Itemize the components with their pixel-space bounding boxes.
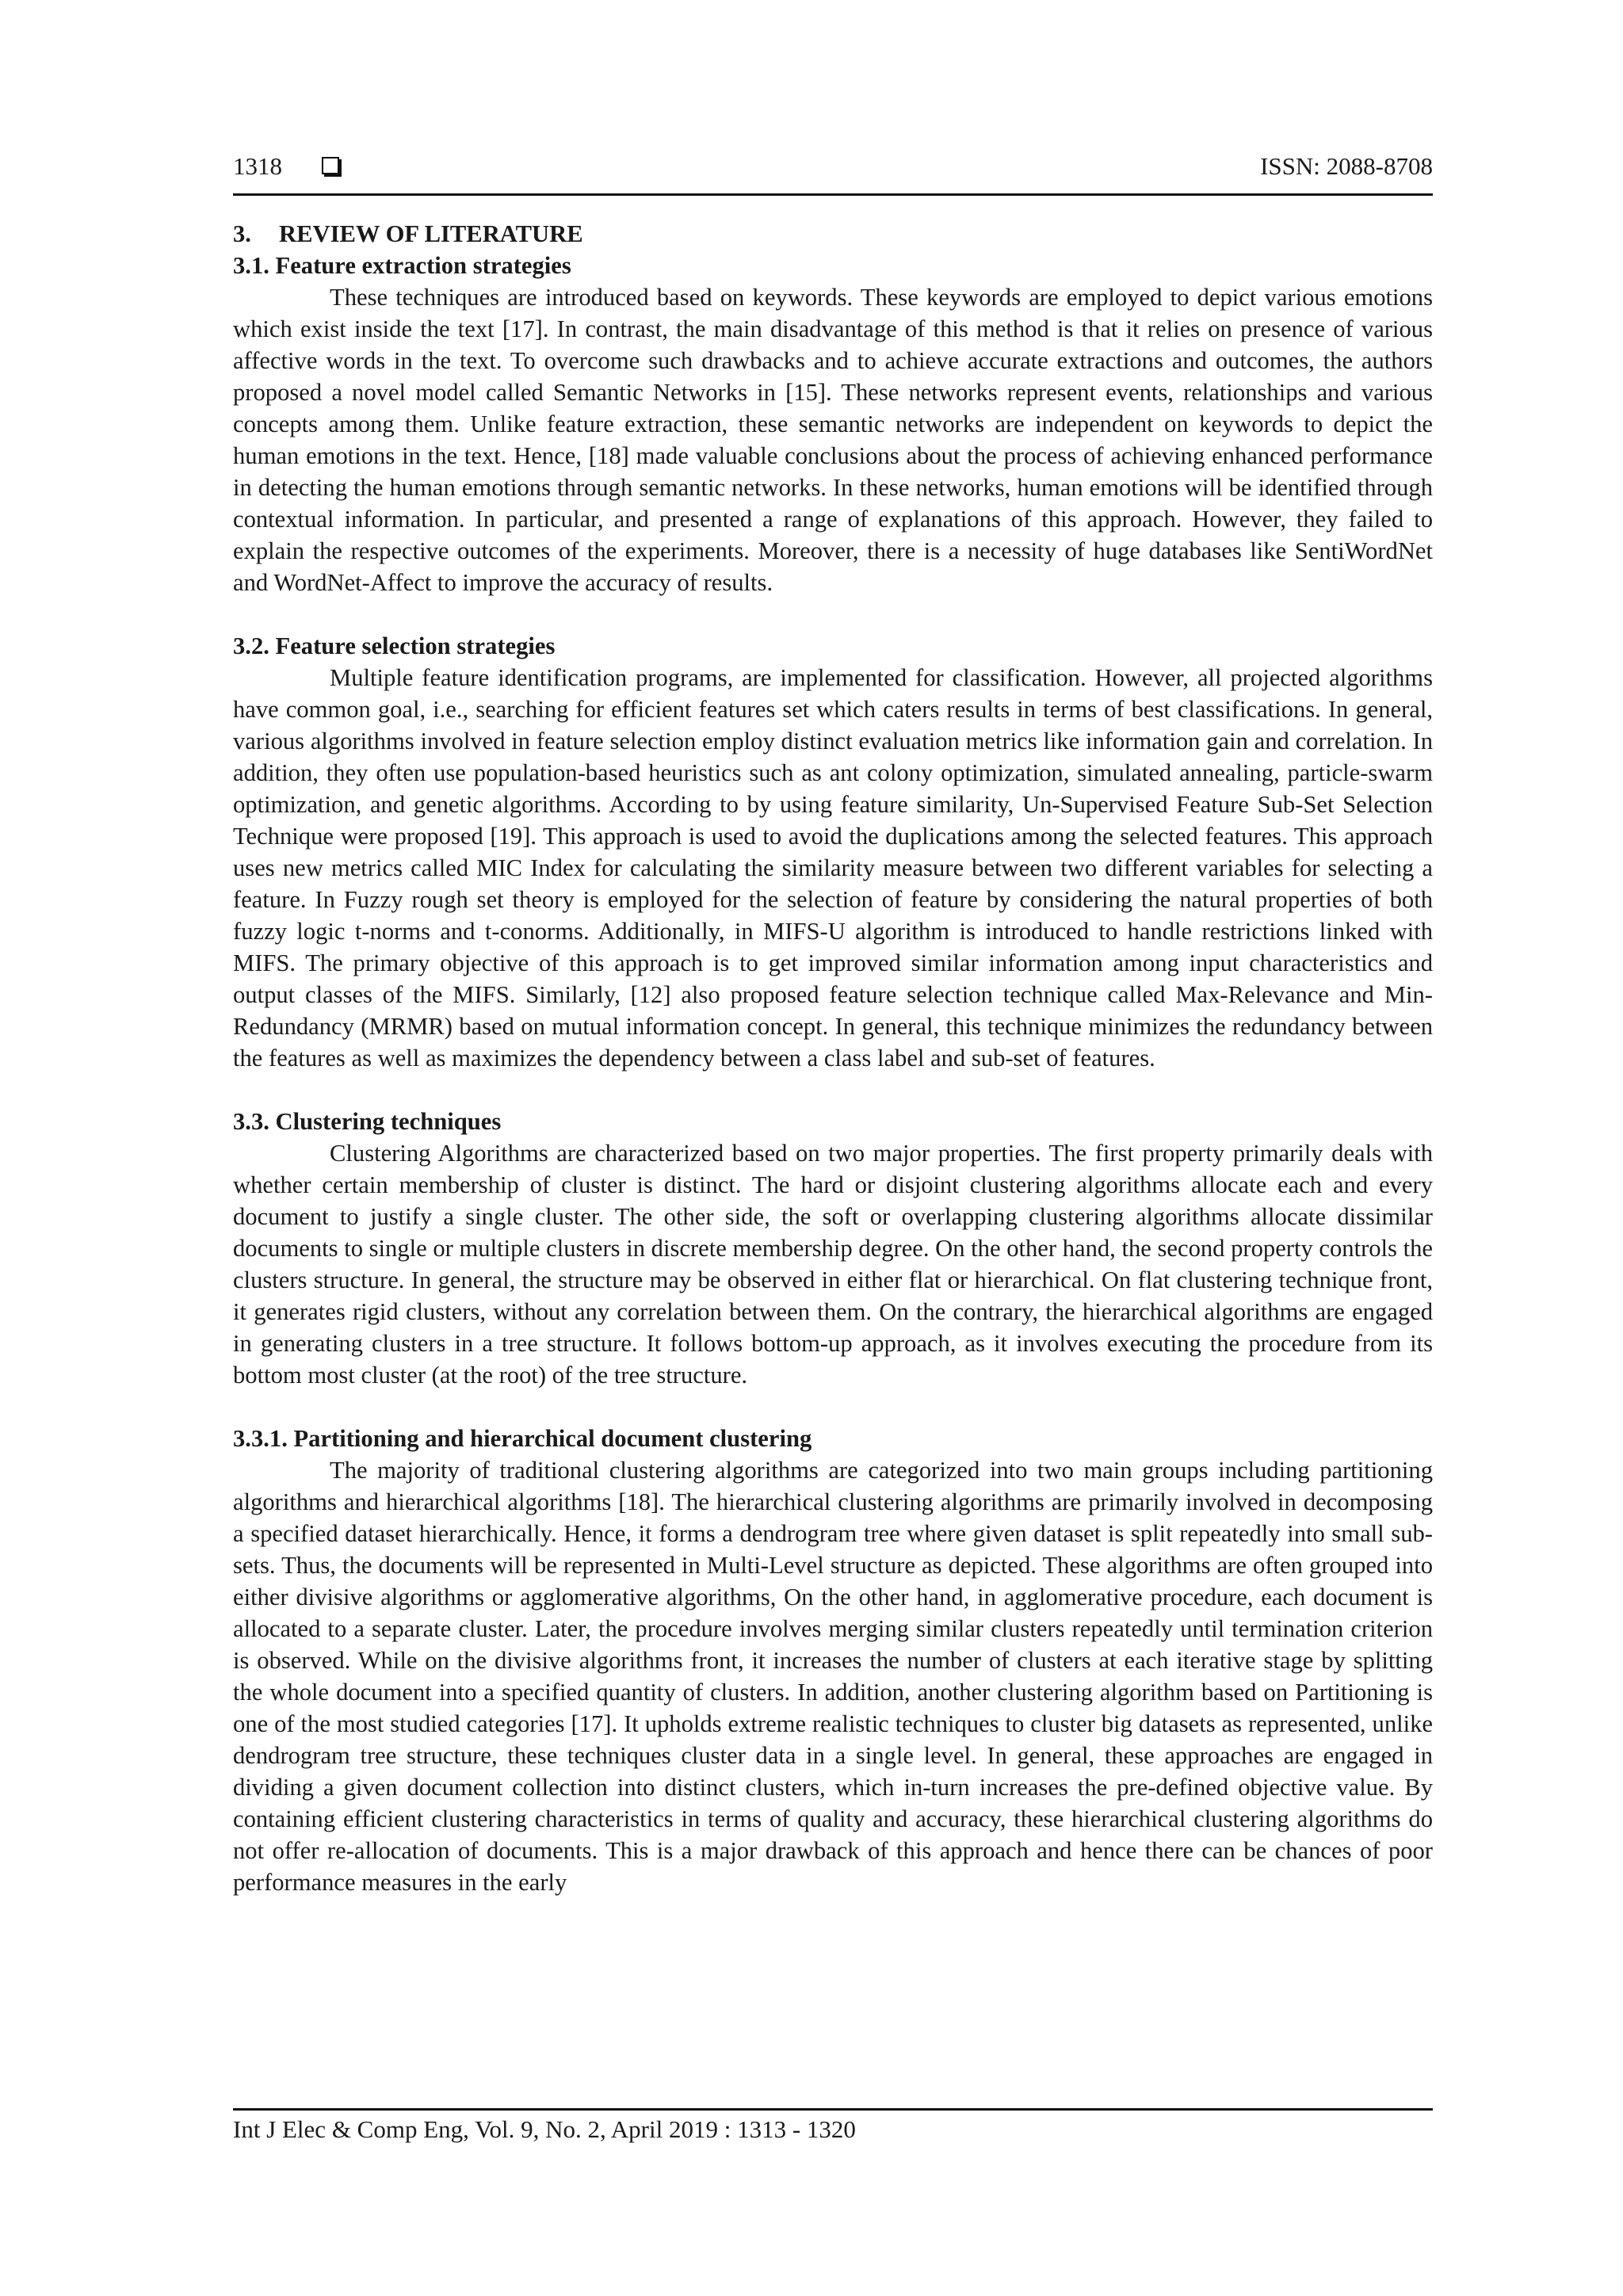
paragraph-clustering: Clustering Algorithms are characterized based on two major properties. The first property primarily deals with whether certain membership of cluster is distinct. The hard or disjoint clustering algorithms allocate each and every document to justify a single cluster. The other side, the soft or overlapping clustering algorithms allocate dissimilar documents to single or multiple clusters in discrete membership degree. On the other hand, the second property controls the clusters structure. In general, the structure may be observed in either flat or hierarchical. On flat clustering technique front, it generates rigid clusters, without any correlation between them. On the contrary, the hierarchical algorithms are engaged in generating clusters in a tree structure. It follows bottom-up approach, as it involves executing the procedure from its bottom most cluster (at the root) of the tree structure. [233, 1140, 1433, 1389]
page-number: 1318 [233, 152, 282, 180]
page-header [233, 152, 1433, 196]
paragraph-partitioning: The majority of traditional clustering algorithms are categorized into two main groups including partitioning algorithms and hierarchical algorithms [18]. The hierarchical clustering algorithms are primarily involved in decomposing a specified dataset hierarchically. Hence, it forms a dendrogram tree where given dataset is split repeatedly into small sub-sets. Thus, the documents will be represented in Multi-Level structure as depicted. These algorithms are often grouped into either divisive algorithms or agglomerative algorithms, On the other hand, in agglomerative procedure, each document is allocated to a separate cluster. Later, the procedure involves merging similar clusters repeatedly until termination criterion is observed. While on the divisive algorithms front, it increases the number of clusters at each iterative stage by splitting the whole document into a specified quantity of clusters. In addition, another clustering algorithm based on Partitioning is one of the most studied categories [17]. It upholds extreme realistic techniques to cluster big datasets as represented, unlike dendrogram tree structure, these techniques cluster data in a single level. In general, these approaches are engaged in dividing a given document collection into distinct clusters, which in-turn increases the pre-defined objective value. By containing efficient clustering characteristics in terms of quality and accuracy, these hierarchical clustering algorithms do not offer re-allocation of documents. This is a major drawback of this approach and hence there can be chances of poor performance measures in the early [233, 1457, 1433, 1896]
page-footer [233, 2108, 1433, 2144]
section-title: REVIEW OF LITERATURE [279, 220, 583, 247]
subsection-title-feature-extraction: 3.1. Feature extraction strategies [233, 252, 571, 279]
subsection-title-partitioning: 3.3.1. Partitioning and hierarchical document clustering [233, 1425, 812, 1452]
square-box-icon [322, 157, 339, 174]
paragraph-feature-selection: Multiple feature identification programs, are implemented for classification. However, all projected algorithms have common goal, i.e., searching for efficient features set which caters results in terms of best classifications. In general, various algorithms involved in feature selection employ distinct evaluation metrics like information gain and correlation. In addition, they often use population-based heuristics such as ant colony optimization, simulated annealing, particle-swarm optimization, and genetic algorithms. According to by using feature similarity, Un-Supervised Feature Sub-Set Selection Technique were proposed [19]. This approach is used to avoid the duplications among the selected features. This approach uses new metrics called MIC Index for calculating the similarity measure between two different variables for selecting a feature. In Fuzzy rough set theory is employed for the selection of feature by considering the natural properties of both fuzzy logic t-norms and t-conorms. Additionally, in MIFS-U algorithm is introduced to handle restrictions linked with MIFS. The primary objective of this approach is to get improved similar information among input characteristics and output classes of the MIFS. Similarly, [12] also proposed feature selection technique called Max-Relevance and Min-Redundancy (MRMR) based on mutual information concept. In general, this technique minimizes the redundancy between the features as well as maximizes the dependency between a class label and sub-set of features. [233, 664, 1433, 1072]
paragraph-feature-extraction: These techniques are introduced based on keywords. These keywords are employed to depict various emotions which exist inside the text [17]. In contrast, the main disadvantage of this method is that it relies on presence of various affective words in the text. To overcome such drawbacks and to achieve accurate extractions and outcomes, the authors proposed a novel model called Semantic Networks in [15]. These networks represent events, relationships and various concepts among them. Unlike feature extraction, these semantic networks are independent on keywords to depict the human emotions in the text. Hence, [18] made valuable conclusions about the process of achieving enhanced performance in detecting the human emotions through semantic networks. In these networks, human emotions will be identified through contextual information. In particular, and presented a range of explanations of this approach. However, they failed to explain the respective outcomes of the experiments. Moreover, there is a necessity of huge databases like SentiWordNet and WordNet-Affect to improve the accuracy of results. [233, 284, 1433, 596]
section-heading [233, 218, 1433, 250]
article-body [233, 218, 1433, 1898]
issn-label: ISSN: 2088-8708 [1260, 152, 1433, 180]
subsection-title-feature-selection: 3.2. Feature selection strategies [233, 632, 556, 659]
journal-citation: Int J Elec & Comp Eng, Vol. 9, No. 2, April 2019 : 1313 - 1320 [233, 2115, 856, 2143]
section-number: 3. [233, 220, 251, 247]
subsection-title-clustering: 3.3. Clustering techniques [233, 1108, 502, 1135]
